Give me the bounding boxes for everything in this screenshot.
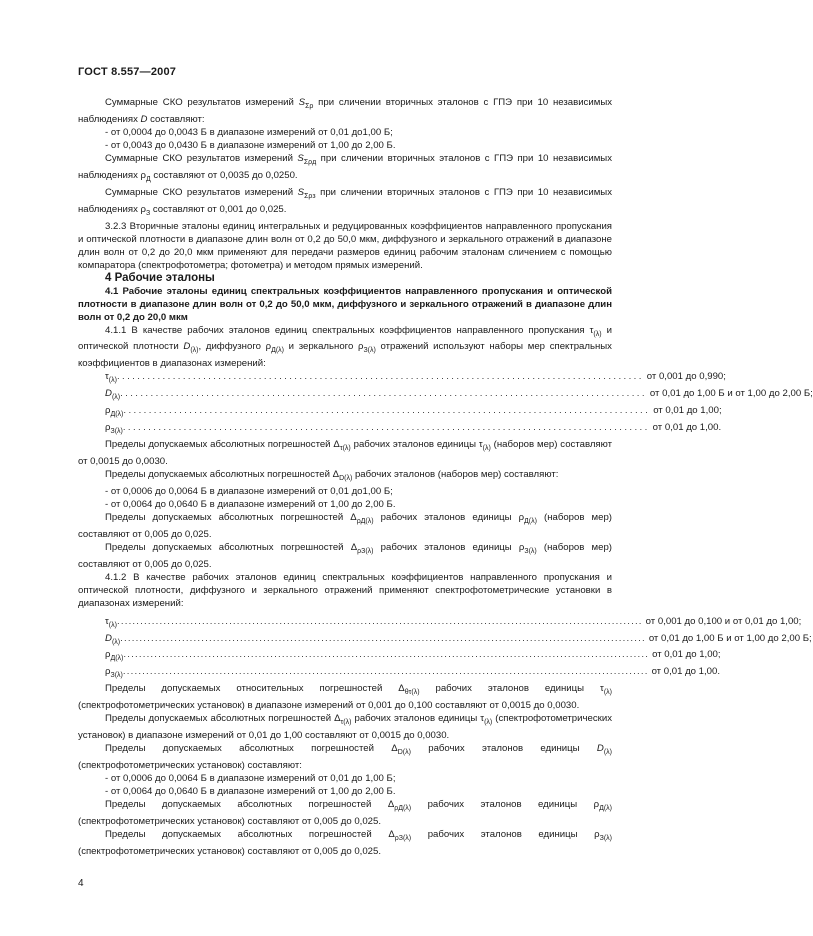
paragraph-delta-rho-z-2: Пределы допускаемых абсолютных погрешностей $\Delta_{\rho З(\lambda)}$ рабочих эталонов единицы $\rho_{З(\lambda)}$ (спектрофотометрических установок) составляют от 0,005 до 0,025. <box>78 828 612 857</box>
range-row: $D_{(\lambda)}$ ........................................................................................................................................ от 0,01 до 1,00 Б и от 1,00 до 2,00 Б; <box>105 632 812 646</box>
paragraph-delta-rho-d: Пределы допускаемых абсолютных погрешностей $\Delta_{\rho Д(\lambda)}$ рабочих эталонов единицы $\rho_{Д(\lambda)}$ (наборов мер) составляют от 0,005 до 0,025. <box>78 511 612 540</box>
range-list-2 <box>78 615 812 683</box>
section-heading-4: 4 Рабочие эталоны <box>105 271 215 284</box>
page-number: 4 <box>78 878 84 889</box>
range-row: $\rho_{Д(\lambda)}$ ........................................................................................................ от 0,01 до 1,00; <box>105 405 722 419</box>
range-row: $D_{(\lambda)}$ ........................................................................................................ от 0,01 до 1,00 Б и от 1,00 до 2,00 Б; <box>105 388 813 402</box>
paragraph-delta-rho-z: Пределы допускаемых абсолютных погрешностей $\Delta_{\rho З(\lambda)}$ рабочих эталонов единицы $\rho_{З(\lambda)}$ (наборов мер) составляют от 0,005 до 0,025. <box>78 541 612 570</box>
paragraph-delta-tau: Пределы допускаемых абсолютных погрешностей $\Delta_{\tau(\lambda)}$ рабочих эталонов единицы $\tau_{(\lambda)}$ (наборов мер) составляют от 0,0015 до 0,0030. <box>78 438 612 467</box>
list-item: - от 0,0006 до 0,0064 Б в диапазоне измерений от 0,01 до 1,00 Б; <box>105 772 396 784</box>
list-item: - от 0,0064 до 0,0640 Б в диапазоне измерений от 1,00 до 2,00 Б. <box>105 498 396 510</box>
range-list-1 <box>78 370 813 438</box>
paragraph-delta-d: Пределы допускаемых абсолютных погрешностей $\Delta_{D(\lambda)}$ рабочих эталонов (наборов мер) составляют: <box>105 468 559 482</box>
paragraph-sko-d: Суммарные СКО результатов измерений $S_{\Sigma\rho}$ при сличении вторичных эталонов с ГПЭ при 10 независимых наблюдениях D составляют: <box>78 97 613 125</box>
document-body <box>78 96 813 858</box>
range-row: $\rho_{З(\lambda)}$ ........................................................................................................................................ от 0,01 до 1,00. <box>105 666 721 680</box>
paragraph-sko-rho-d: Суммарные СКО результатов измерений $S_{\Sigma\rho д}$ при сличении вторичных эталонов с ГПЭ при 10 независимых наблюдениях $\rho_Д$ составляют от 0,0035 до 0,0250. <box>78 152 612 183</box>
subsection-heading-4-1: 4.1 Рабочие эталоны единиц спектральных коэффициентов направленного пропускания и оптической плотности в диапазоне длин волн от 0,2 до 50,0 мкм, диффузного и зеркального отражений в диапазоне длин волн от 0,2 до 20,0 мкм <box>78 285 612 323</box>
paragraph-delta-tau-2: Пределы допускаемых абсолютных погрешностей $\Delta_{\tau(\lambda)}$ рабочих эталонов единицы $\tau_{(\lambda)}$ (спектрофотометрических установок) в диапазоне измерений от 0,01 до 1,00 составляют от 0,0015 до 0,0030. <box>78 713 612 742</box>
paragraph-sko-rho-z: Суммарные СКО результатов измерений $S_{\Sigma\rho з}$ при сличении вторичных эталонов с ГПЭ при 10 независимых наблюдениях $\rho_З$ составляют от 0,001 до 0,025. <box>78 186 612 217</box>
paragraph-4-1-1: 4.1.1 В качестве рабочих эталонов единиц спектральных коэффициентов направленного пропускания $\tau_{(\lambda)}$ и оптической плотности $D_{(\lambda)}$, диффузного $\rho_{Д(\lambda)}$ и зеркального $\rho_{З(\lambda)}$ отражений используют наборы мер спектральных коэффициентов в диапазонах измерений: <box>78 324 612 370</box>
range-row: $\tau_{(\lambda)}$ ........................................................................................................ от 0,001 до 0,990; <box>105 371 726 385</box>
list-item: - от 0,0006 до 0,0064 Б в диапазоне измерений от 0,01 до1,00 Б; <box>105 485 393 497</box>
list-item: - от 0,0064 до 0,0640 Б в диапазоне измерений от 1,00 до 2,00 Б. <box>105 785 396 797</box>
range-row: $\rho_{Д(\lambda)}$ ........................................................................................................................................ от 0,01 до 1,00; <box>105 649 721 663</box>
paragraph-delta-theta-tau: Пределы допускаемых относительных погрешностей $\Delta_{\theta\tau(\lambda)}$ рабочих эталонов единицы $\tau_{(\lambda)}$ (спектрофотометрических установок) в диапазоне измерений от 0,001 до 0,100 составляют от 0,0015 до 0,0030. <box>78 683 612 712</box>
paragraph-delta-rho-d-2: Пределы допускаемых абсолютных погрешностей $\Delta_{\rho Д(\lambda)}$ рабочих эталонов единицы $\rho_{Д(\lambda)}$ (спектрофотометрических установок) составляют от 0,005 до 0,025. <box>78 798 612 827</box>
range-row: $\tau_{(\lambda)}$ ........................................................................................................................................ от 0,001 до 0,100 и от 0,01 до 1,00; <box>105 615 802 629</box>
list-item: - от 0,0043 до 0,0430 Б в диапазоне измерений от 1,00 до 2,00 Б. <box>105 139 396 151</box>
document-header: ГОСТ 8.557—2007 <box>78 66 177 78</box>
range-row: $\rho_{З(\lambda)}$ ........................................................................................................ от 0,01 до 1,00. <box>105 422 722 435</box>
list-item: - от 0,0004 до 0,0043 Б в диапазоне измерений от 0,01 до1,00 Б; <box>105 126 393 138</box>
paragraph-3-2-3: 3.2.3 Вторичные эталоны единиц интегральных и редуцированных коэффициентов направленного пропускания и оптической плотности в диапазоне длин волн от 0,2 до 50,0 мкм, диффузного и зеркального отражений в диапазоне длин волн от 0,2 до 20,0 мкм применяют для передачи размеров единиц рабочим эталонам сличением с помощью компаратора (спектрофотометра; фотометра) и методом прямых измерений. <box>78 220 612 271</box>
paragraph-delta-d-2: Пределы допускаемых абсолютных погрешностей $\Delta_{D(\lambda)}$ рабочих эталонов единицы $D_{(\lambda)}$ (спектрофотометрических установок) составляют: <box>78 743 612 771</box>
paragraph-4-1-2: 4.1.2 В качестве рабочих эталонов единиц спектральных коэффициентов направленного пропускания и оптической плотности, диффузного и зеркального отражений применяют спектрофотометрические установки в диапазонах измерений: <box>78 571 612 609</box>
